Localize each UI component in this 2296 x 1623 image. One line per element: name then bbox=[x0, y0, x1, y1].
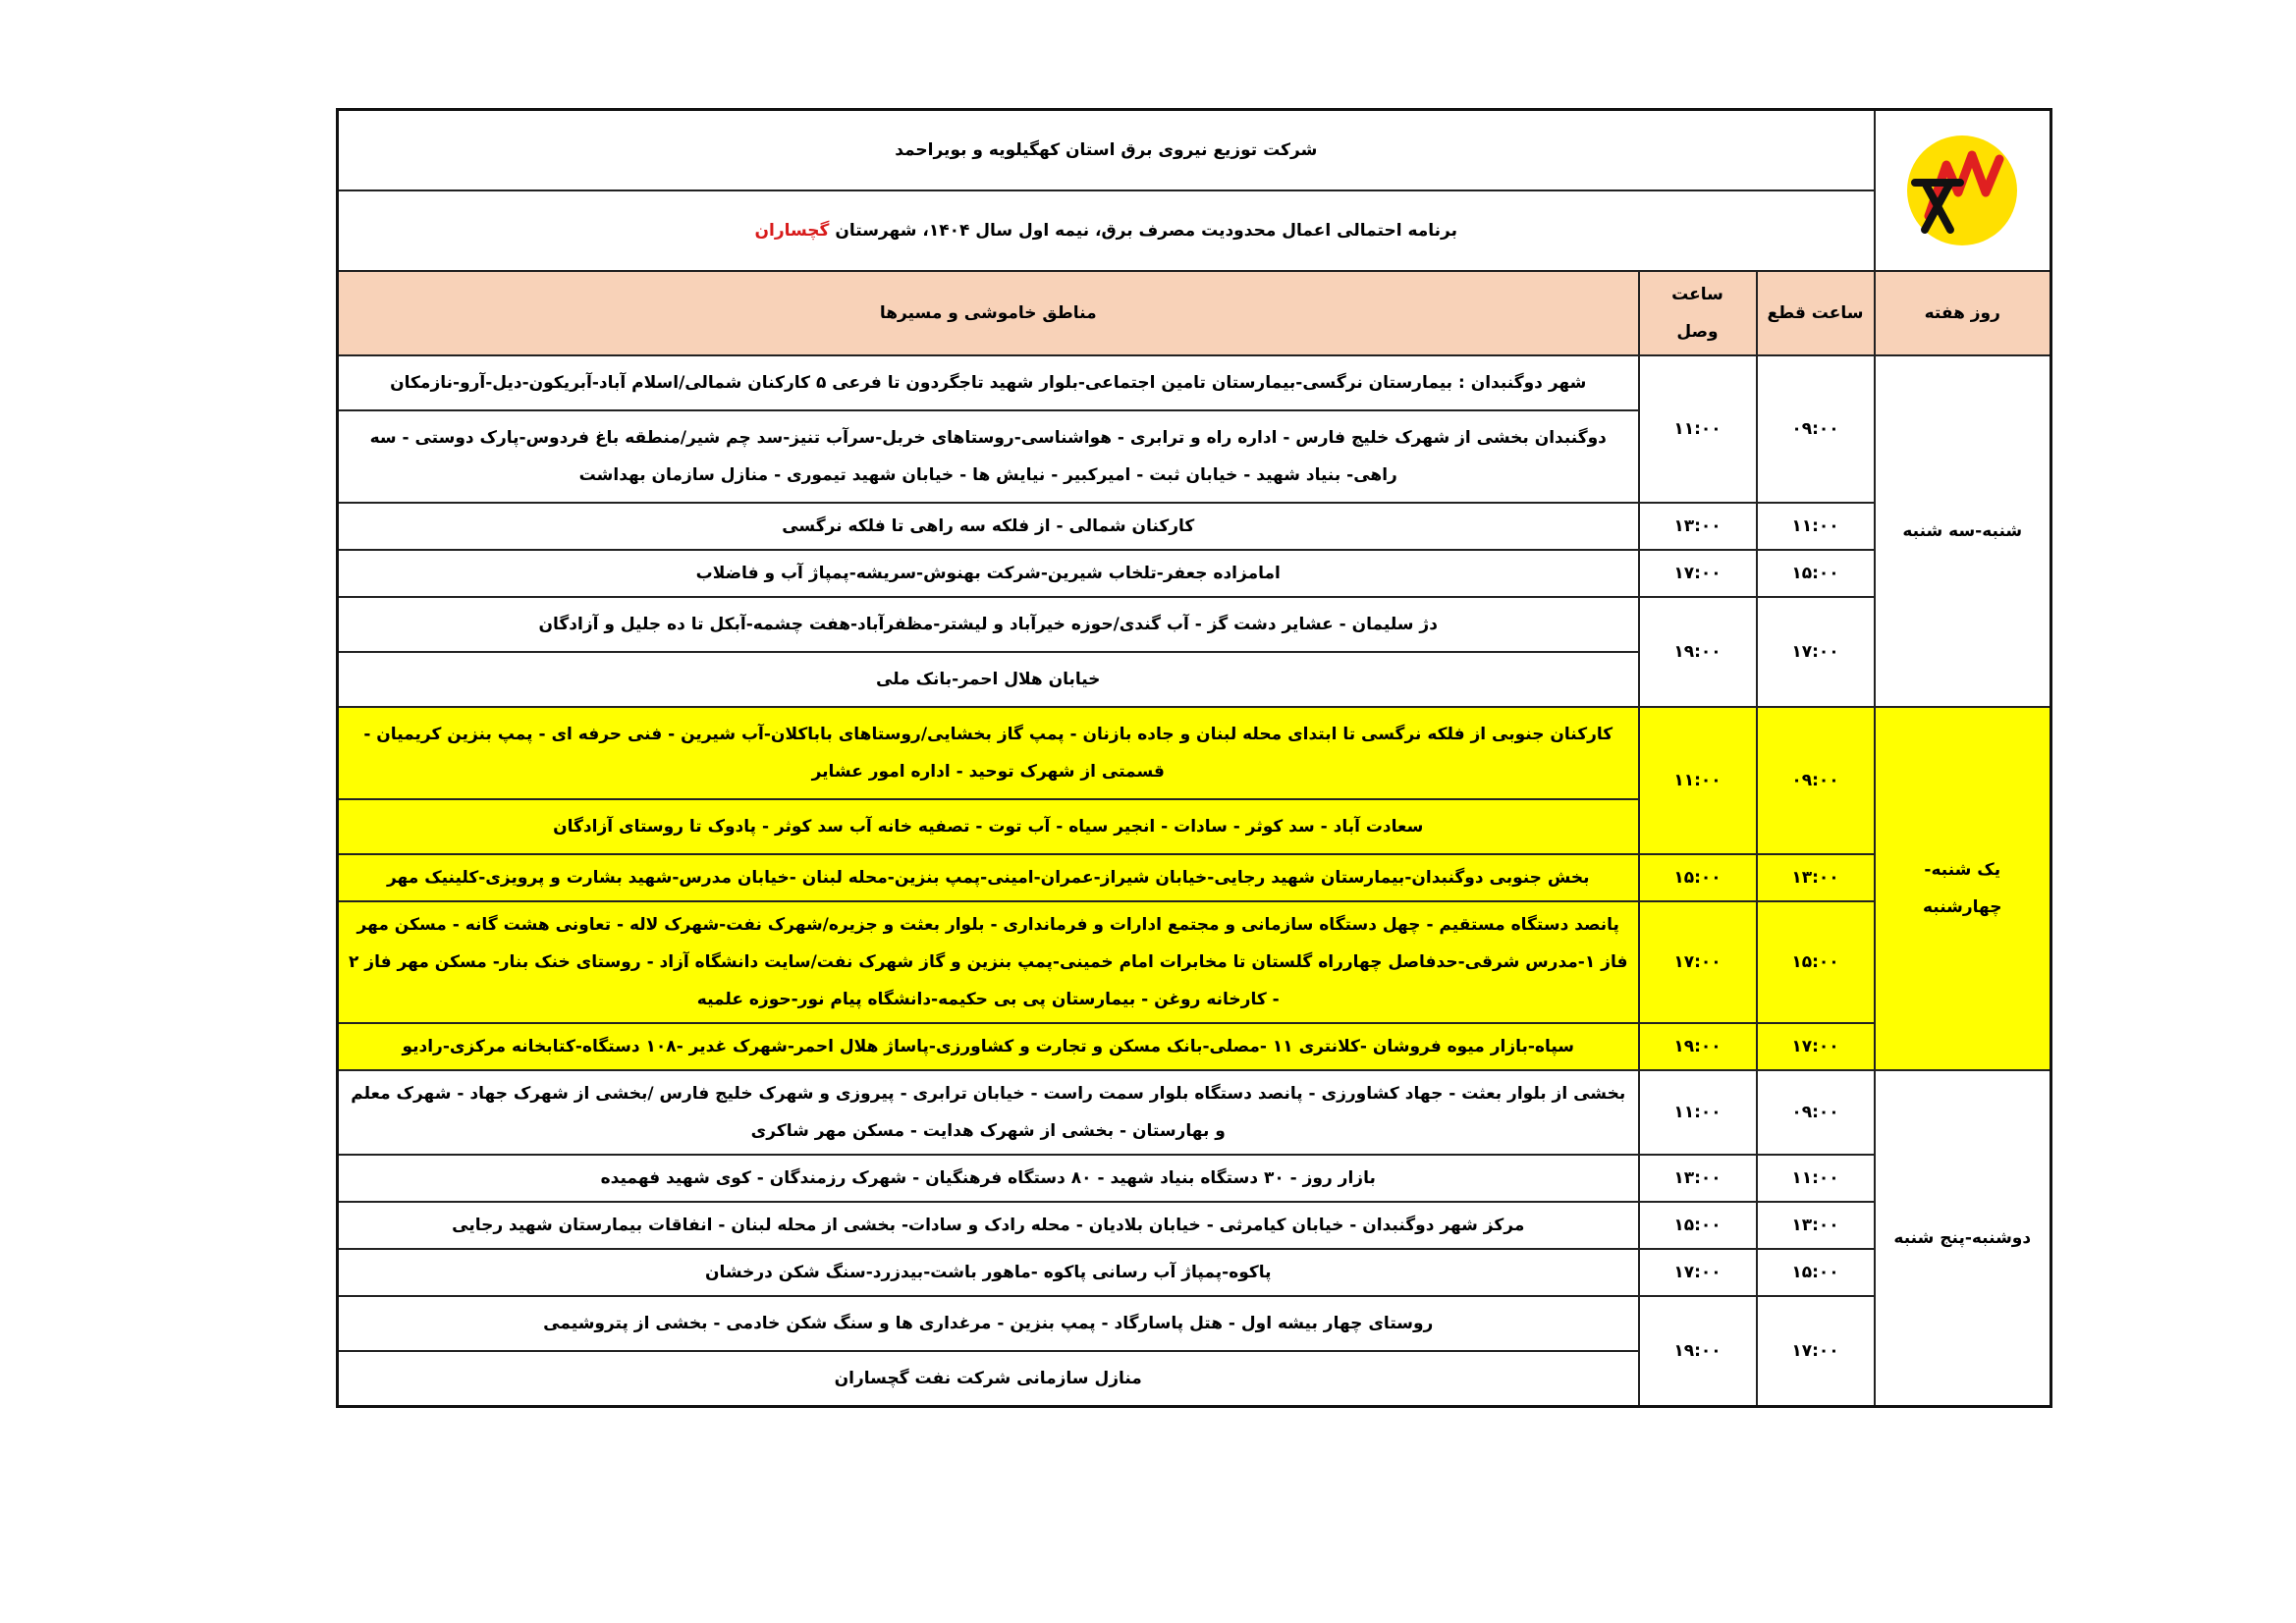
cut-time-cell: ۱۳:۰۰ bbox=[1757, 854, 1875, 901]
connect-time-cell: ۱۱:۰۰ bbox=[1639, 355, 1757, 503]
cut-time-cell: ۱۵:۰۰ bbox=[1757, 1249, 1875, 1296]
areas-cell bbox=[338, 1296, 1639, 1407]
schedule-row bbox=[338, 1249, 2051, 1296]
column-header-cut: ساعت قطع bbox=[1757, 271, 1875, 355]
cut-time-cell: ۱۷:۰۰ bbox=[1757, 1023, 1875, 1070]
company-logo bbox=[1875, 110, 2051, 272]
company-name: شرکت توزیع نیروی برق استان کهگیلویه و بویراحمد bbox=[338, 110, 1875, 191]
schedule-row bbox=[338, 901, 2051, 1023]
areas-cell: پاکوه-پمپاژ آب رسانی پاکوه -ماهور باشت-بیدزرد-سنگ شکن درخشان bbox=[338, 1249, 1639, 1296]
cut-time-cell: ۰۹:۰۰ bbox=[1757, 355, 1875, 503]
schedule-row bbox=[338, 503, 2051, 550]
connect-time-cell: ۱۷:۰۰ bbox=[1639, 550, 1757, 597]
connect-time-cell: ۱۷:۰۰ bbox=[1639, 1249, 1757, 1296]
area-segment: دوگنبدان بخشی از شهرک خلیج فارس - اداره راه و ترابری - هواشناسی-روستاهای خربل-سرآب تنیز-سد چم شیر/منطقه باغ فردوس-پارک دوستی - سه راهی- بنیاد شهید - خیابان ثبت - امیرکبیر - نیایش ها - خیابان شهید تیموری - منازل سازمان بهداشت bbox=[369, 428, 1607, 485]
schedule-row bbox=[338, 550, 2051, 597]
schedule-row bbox=[338, 1155, 2051, 1202]
connect-time-cell: ۱۹:۰۰ bbox=[1639, 597, 1757, 707]
schedule-row bbox=[338, 597, 2051, 707]
area-segment: سعادت آباد - سد کوثر - سادات - انجیر سیاه - آب توت - تصفیه خانه آب سد کوثر - پادوک تا روستای آزادگان bbox=[553, 817, 1424, 837]
areas-cell bbox=[338, 355, 1639, 503]
areas-cell: بازار روز - ۳۰ دستگاه بنیاد شهید - ۸۰ دستگاه فرهنگیان - شهرک رزمندگان - کوی شهید فهمیده bbox=[338, 1155, 1639, 1202]
connect-time-cell: ۱۳:۰۰ bbox=[1639, 1155, 1757, 1202]
cut-time-cell: ۰۹:۰۰ bbox=[1757, 1070, 1875, 1155]
day-cell: شنبه-سه شنبه bbox=[1875, 355, 2051, 707]
areas-cell bbox=[338, 597, 1639, 707]
schedule-row bbox=[338, 707, 2051, 854]
area-segment: روستای چهار بیشه اول - هتل پاسارگاد - پمپ بنزین - مرغداری ها و سنگ شکن خادمی - بخشی از پتروشیمی bbox=[339, 1297, 1638, 1352]
cut-time-cell: ۱۱:۰۰ bbox=[1757, 503, 1875, 550]
connect-time-cell: ۱۱:۰۰ bbox=[1639, 707, 1757, 854]
schedule-row bbox=[338, 355, 2051, 503]
area-segment: خیابان هلال احمر-بانک ملی bbox=[876, 670, 1101, 689]
areas-cell: سپاه-بازار میوه فروشان -کلانتری ۱۱ -مصلی-بانک مسکن و تجارت و کشاورزی-پاساژ هلال احمر-شهرک غدیر -۱۰۸ دستگاه-کتابخانه مرکزی-رادیو bbox=[338, 1023, 1639, 1070]
connect-time-cell: ۱۹:۰۰ bbox=[1639, 1296, 1757, 1407]
areas-cell: بخشی از بلوار بعثت - جهاد کشاورزی - پانصد دستگاه بلوار سمت راست - خیابان ترابری - پیروزی و شهرک خلیج فارس /بخشی از شهرک جهاد - شهرک معلم و بهارستان - بخشی از شهرک هدایت - مسکن مهر شاکری bbox=[338, 1070, 1639, 1155]
connect-time-cell: ۱۳:۰۰ bbox=[1639, 503, 1757, 550]
area-segment: منازل سازمانی شرکت نفت گچساران bbox=[834, 1369, 1142, 1388]
power-company-logo-icon bbox=[1903, 132, 2021, 249]
outage-schedule-table bbox=[336, 108, 2052, 1408]
column-header-connect: ساعت وصل bbox=[1639, 271, 1757, 355]
schedule-document bbox=[336, 108, 2052, 1408]
cut-time-cell: ۱۵:۰۰ bbox=[1757, 901, 1875, 1023]
day-cell: دوشنبه-پنج شنبه bbox=[1875, 1070, 2051, 1407]
areas-cell: امامزاده جعفر-تلخاب شیرین-شرکت بهنوش-سریشه-پمپاژ آب و فاضلاب bbox=[338, 550, 1639, 597]
connect-time-cell: ۱۵:۰۰ bbox=[1639, 1202, 1757, 1249]
areas-cell bbox=[338, 707, 1639, 854]
schedule-row bbox=[338, 1023, 2051, 1070]
schedule-row bbox=[338, 1202, 2051, 1249]
column-header-day: روز هفته bbox=[1875, 271, 2051, 355]
cut-time-cell: ۱۷:۰۰ bbox=[1757, 597, 1875, 707]
areas-cell: بخش جنوبی دوگنبدان-بیمارستان شهید رجایی-خیابان شیراز-عمران-امینی-پمپ بنزین-محله لبنان -خیابان مدرس-شهید بشارت و پرویزی-کلینیک مهر bbox=[338, 854, 1639, 901]
areas-cell: پانصد دستگاه مستقیم - چهل دستگاه سازمانی و مجتمع ادارات و فرمانداری - بلوار بعثت و جزیره/شهرک نفت-شهرک لاله - تعاونی هشت گانه - مسکن مهر فاز ۱-مدرس شرقی-حدفاصل چهارراه گلستان تا مخابرات امام خمینی-پمپ بنزین و گاز شهرک نفت/سایت دانشگاه آزاد - روستای خنک بنار- مسکن مهر فاز ۲ - کارخانه روغن - بیمارستان پی بی حکیمه-دانشگاه پیام نور-حوزه علمیه bbox=[338, 901, 1639, 1023]
program-title-prefix: برنامه احتمالی اعمال محدودیت مصرف برق، نیمه اول سال ۱۴۰۴، شهرستان bbox=[829, 221, 1458, 241]
cut-time-cell: ۰۹:۰۰ bbox=[1757, 707, 1875, 854]
area-segment: کارکنان جنوبی از فلکه نرگسی تا ابتدای محله لبنان و جاده بازنان - پمپ گاز بخشایی/روستاهای باباکلان-آب شیرین - فنی حرفه ای - پمپ بنزین کریمیان - قسمتی از شهرک توحید - اداره امور عشایر bbox=[339, 708, 1638, 800]
program-title bbox=[338, 190, 1875, 271]
schedule-row bbox=[338, 1296, 2051, 1407]
connect-time-cell: ۱۱:۰۰ bbox=[1639, 1070, 1757, 1155]
schedule-row bbox=[338, 854, 2051, 901]
day-cell: یک شنبه-چهارشنبه bbox=[1875, 707, 2051, 1070]
area-segment: شهر دوگنبدان : بیمارستان نرگسی-بیمارستان تامین اجتماعی-بلوار شهید تاجگردون تا فرعی ۵ کارکنان شمالی/اسلام آباد-آبریکون-دیل-آرو-نازمکان bbox=[339, 356, 1638, 411]
cut-time-cell: ۱۷:۰۰ bbox=[1757, 1296, 1875, 1407]
column-header-row bbox=[338, 271, 2051, 355]
cut-time-cell: ۱۳:۰۰ bbox=[1757, 1202, 1875, 1249]
areas-cell: کارکنان شمالی - از فلکه سه راهی تا فلکه نرگسی bbox=[338, 503, 1639, 550]
connect-time-cell: ۱۹:۰۰ bbox=[1639, 1023, 1757, 1070]
city-name: گچساران bbox=[754, 221, 830, 241]
cut-time-cell: ۱۵:۰۰ bbox=[1757, 550, 1875, 597]
connect-time-cell: ۱۷:۰۰ bbox=[1639, 901, 1757, 1023]
connect-time-cell: ۱۵:۰۰ bbox=[1639, 854, 1757, 901]
cut-time-cell: ۱۱:۰۰ bbox=[1757, 1155, 1875, 1202]
column-header-areas: مناطق خاموشی و مسیرها bbox=[338, 271, 1639, 355]
areas-cell: مرکز شهر دوگنبدان - خیابان کیامرثی - خیابان بلادیان - محله رادک و سادات- بخشی از محله لبنان - انفاقات بیمارستان شهید رجایی bbox=[338, 1202, 1639, 1249]
schedule-row bbox=[338, 1070, 2051, 1155]
area-segment: دژ سلیمان - عشایر دشت گز - آب گندی/حوزه خیرآباد و لیشتر-مظفرآباد-هفت چشمه-آبکل تا ده جلیل و آزادگان bbox=[339, 598, 1638, 653]
